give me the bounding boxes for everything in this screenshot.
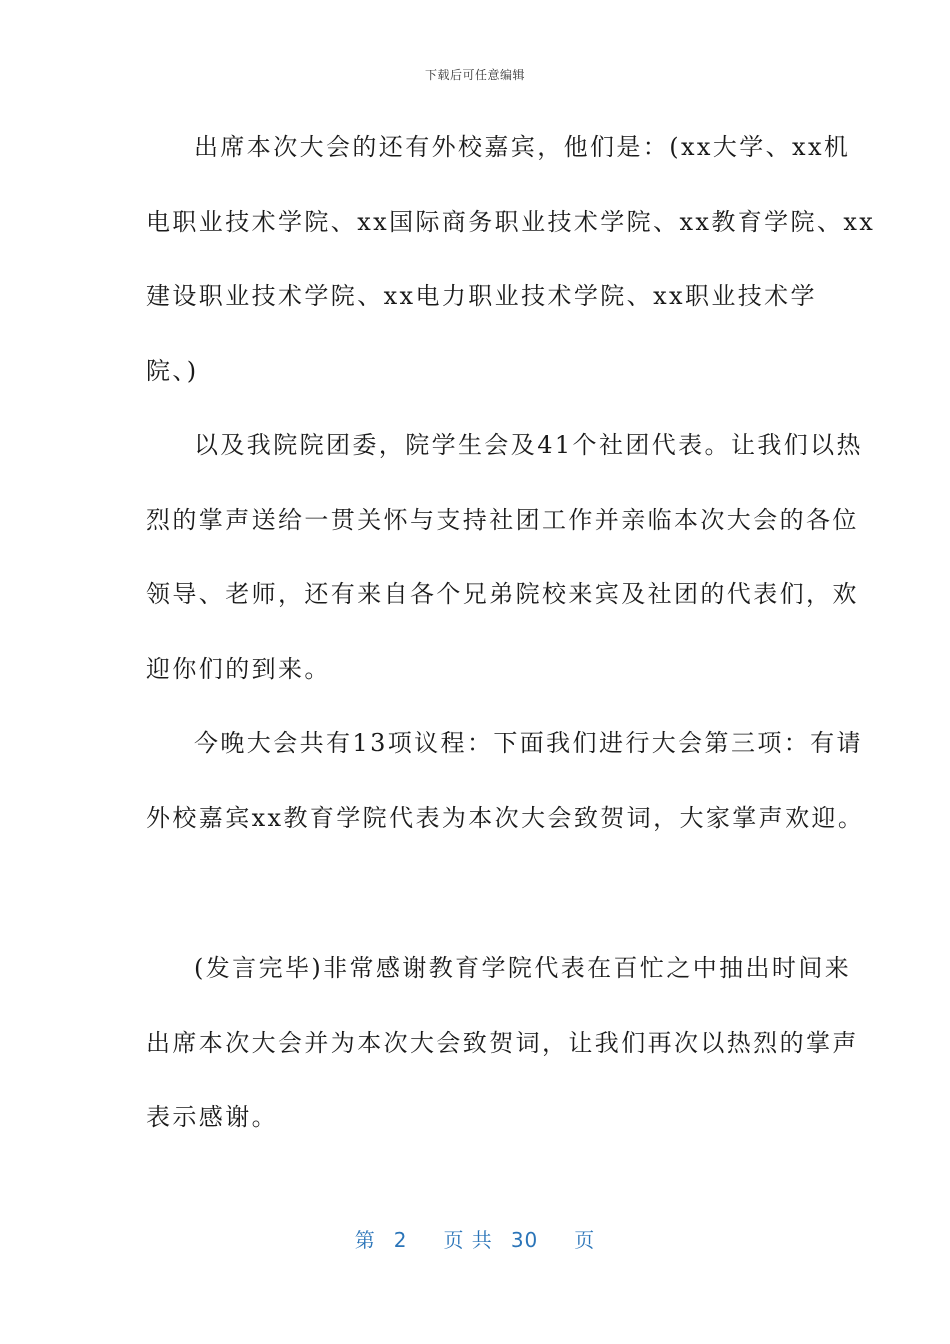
document-body (146, 126, 876, 1171)
paragraph-2-line-3: 领导、老师，还有来自各个兄弟院校来宾及社团的代表们，欢 (146, 580, 859, 608)
paragraph-1-line-1: 出席本次大会的还有外校嘉宾，他们是：(xx大学、xx机 (194, 133, 851, 161)
paragraph-3-line-1: 今晚大会共有13项议程：下面我们进行大会第三项：有请 (194, 729, 863, 757)
paragraph-3-line-2: 外校嘉宾xx教育学院代表为本次大会致贺词，大家掌声欢迎。 (146, 803, 865, 832)
current-page-number: 2 (393, 1228, 408, 1252)
paragraph-1-line-2: 电职业技术学院、xx国际商务职业技术学院、xx教育学院、xx (146, 207, 876, 236)
paragraph-2-line-2: 烈的掌声送给一贯关怀与支持社团工作并亲临本次大会的各位 (146, 505, 859, 534)
total-pages-number: 30 (510, 1228, 539, 1252)
paragraph-2-line-4: 迎你们的到来。 (146, 654, 331, 683)
page-label-suffix: 页 (574, 1228, 596, 1252)
paragraph-4-line-3: 表示感谢。 (146, 1103, 278, 1131)
paragraph-2-line-1: 以及我院院团委，院学生会及41个社团代表。让我们以热 (194, 431, 863, 459)
header-note: 下载后可任意编辑 (424, 68, 525, 82)
page-label-middle: 页 共 (443, 1228, 493, 1252)
paragraph-4-line-2: 出席本次大会并为本次大会致贺词，让我们再次以热烈的掌声 (146, 1028, 859, 1057)
page-footer (0, 1224, 950, 1253)
paragraph-gap (146, 871, 806, 947)
paragraph-1-line-4: 院、) (146, 356, 199, 385)
paragraph-4-line-1: (发言完毕)非常感谢教育学院代表在百忙之中抽出时间来 (194, 954, 852, 982)
page-label-prefix: 第 (354, 1228, 376, 1252)
paragraph-1-line-3: 建设职业技术学院、xx电力职业技术学院、xx职业技术学 (146, 282, 817, 310)
